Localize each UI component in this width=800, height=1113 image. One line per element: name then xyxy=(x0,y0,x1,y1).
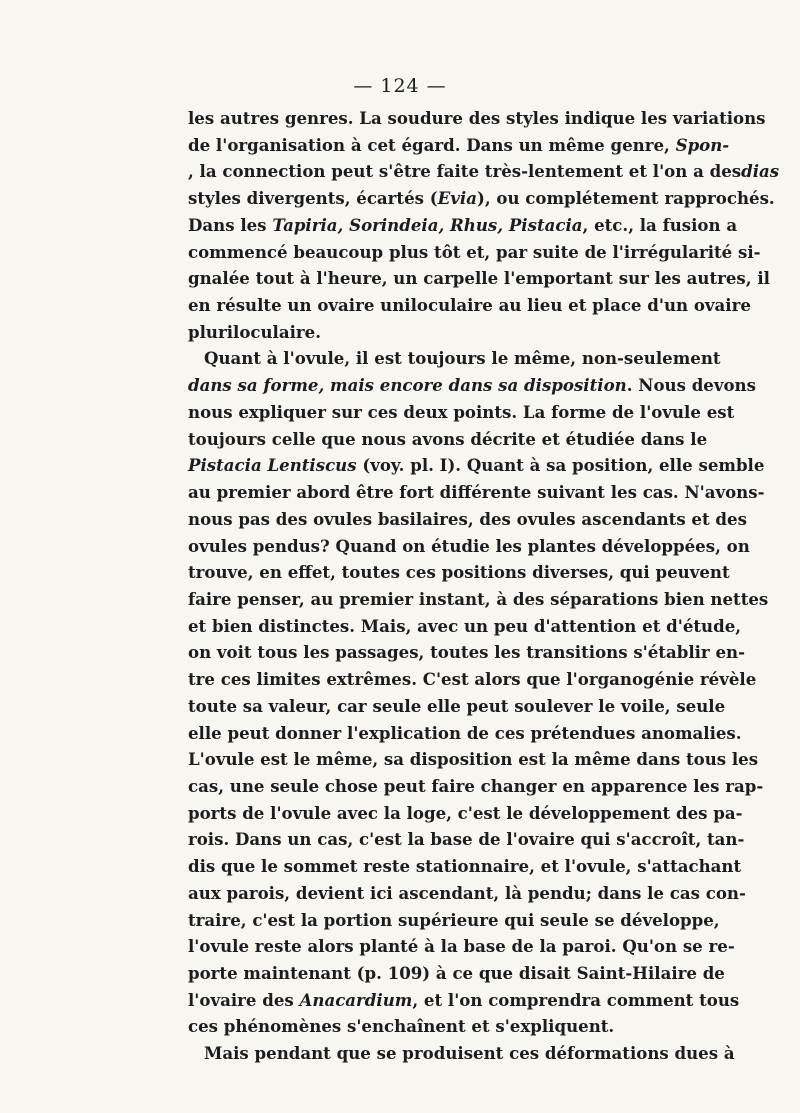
text-run: au premier abord être fort différente suivant les cas. N'avons- xyxy=(188,482,765,503)
text-line xyxy=(188,826,745,853)
text-line xyxy=(188,399,735,426)
text-run: les autres genres. La soudure des styles indique les variations xyxy=(188,108,766,128)
text-line xyxy=(188,933,735,960)
text-line xyxy=(188,800,743,827)
text-line xyxy=(188,212,738,239)
text-run: l'ovule reste alors planté à la base de la paroi. Qu'on se re- xyxy=(188,936,735,957)
text-run: , et l'on comprendra comment tous xyxy=(412,989,740,1010)
text-line xyxy=(188,345,721,372)
text-run: (voy. pl. I). Quant à sa position, elle semble xyxy=(356,455,765,476)
text-run: trouve, en effet, toutes ces positions diverses, qui peuvent xyxy=(188,562,730,583)
text-run: aux parois, devient ici ascendant, là pendu; dans le cas con- xyxy=(188,882,746,903)
text-line xyxy=(188,1013,671,1040)
text-line xyxy=(188,132,730,159)
text-run: l'ovaire des xyxy=(188,989,300,1010)
text-line xyxy=(188,158,780,185)
text-line xyxy=(188,292,751,319)
text-line xyxy=(188,746,759,773)
text-line xyxy=(188,720,742,747)
text-line xyxy=(188,105,766,132)
text-run: dis que le sommet reste stationnaire, et l'ovule, s'attachant xyxy=(188,856,742,877)
text-run: ces phénomènes s'enchaînent et s'expliquent. xyxy=(188,1016,615,1037)
text-line xyxy=(188,239,761,266)
text-line xyxy=(188,265,770,292)
text-run: traire, c'est la portion supérieure qui seule se développe, xyxy=(188,909,720,930)
text-line xyxy=(188,452,765,479)
italic-run: Pistacia Lentiscus xyxy=(188,455,357,476)
italic-run: Spon- xyxy=(675,134,730,155)
italic-run: Anacardium xyxy=(299,989,413,1010)
text-line xyxy=(188,319,671,346)
text-line xyxy=(188,880,746,907)
text-line xyxy=(188,693,726,720)
text-run: , etc., la fusion a xyxy=(582,214,738,235)
text-run: gnalée tout à l'heure, un carpelle l'emportant sur les autres, il xyxy=(188,268,770,289)
italic-run: Tapiria, Sorindeia, Rhus, Pistacia xyxy=(272,214,583,235)
text-run: elle peut donner l'explication de ces prétendues anomalies. xyxy=(188,722,742,743)
text-line xyxy=(188,853,742,880)
text-run: Dans les xyxy=(188,214,273,235)
text-line xyxy=(188,185,775,212)
text-line xyxy=(188,666,757,693)
text-line xyxy=(188,559,730,586)
text-line xyxy=(188,586,769,613)
text-run: ), ou complétement rapprochés. xyxy=(476,188,775,209)
text-run: toute sa valeur, car seule elle peut soulever le voile, seule xyxy=(188,695,726,716)
text-run: ports de l'ovule avec la loge, c'est le développement des pa- xyxy=(188,802,743,823)
text-run: tre ces limites extrêmes. C'est alors que l'organogénie révèle xyxy=(188,669,757,690)
text-run: ovules pendus? Quand on étudie les plantes développées, on xyxy=(188,535,750,556)
text-run: porte maintenant (p. 109) à ce que disait Saint-Hilaire de xyxy=(188,963,725,983)
text-run: et bien distinctes. Mais, avec un peu d'attention et d'étude, xyxy=(188,615,742,636)
italic-run: dias xyxy=(741,161,780,182)
text-line xyxy=(188,907,720,934)
text-line xyxy=(188,372,756,399)
text-run: nous pas des ovules basilaires, des ovules ascendants et des xyxy=(188,508,747,529)
page-number: — 124 — xyxy=(353,75,447,97)
text-run: pluriloculaire. xyxy=(188,321,321,342)
text-run: commencé beaucoup plus tôt et, par suite de l'irrégularité si- xyxy=(188,241,761,262)
text-line xyxy=(188,479,765,506)
text-line xyxy=(188,613,742,640)
text-run: toujours celle que nous avons décrite et étudiée dans le xyxy=(188,428,708,449)
body-text xyxy=(188,105,780,1067)
text-run: Mais pendant que se produisent ces déformations dues à xyxy=(204,1043,735,1064)
text-run: on voit tous les passages, toutes les transitions s'établir en- xyxy=(188,642,745,663)
text-run: en résulte un ovaire uniloculaire au lieu et place d'un ovaire xyxy=(188,295,751,316)
text-run: L'ovule est le même, sa disposition est la même dans tous les xyxy=(188,749,759,770)
text-line xyxy=(188,960,725,987)
text-line xyxy=(188,533,750,560)
text-line xyxy=(188,773,764,800)
text-line xyxy=(188,639,745,666)
text-run: rois. Dans un cas, c'est la base de l'ovaire qui s'accroît, tan- xyxy=(188,829,745,850)
italic-run: dans sa forme, mais encore dans sa disposition xyxy=(188,375,627,396)
text-run: cas, une seule chose peut faire changer en apparence les rap- xyxy=(188,775,764,796)
text-line xyxy=(188,506,747,533)
text-run: , la connection peut s'être faite très-lentement et l'on a des xyxy=(188,161,742,182)
text-line xyxy=(188,1040,735,1067)
text-line xyxy=(188,987,740,1014)
text-run: faire penser, au premier instant, à des séparations bien nettes xyxy=(188,588,769,609)
text-run: nous expliquer sur ces deux points. La forme de l'ovule est xyxy=(188,401,735,422)
text-run: styles divergents, écartés ( xyxy=(188,188,438,209)
text-run: de l'organisation à cet égard. Dans un même genre, xyxy=(188,134,676,155)
text-line xyxy=(188,426,708,453)
text-run: . Nous devons xyxy=(626,375,756,396)
text-run: Quant à l'ovule, il est toujours le même, non-seulement xyxy=(204,348,721,369)
italic-run: Evia xyxy=(437,188,477,209)
